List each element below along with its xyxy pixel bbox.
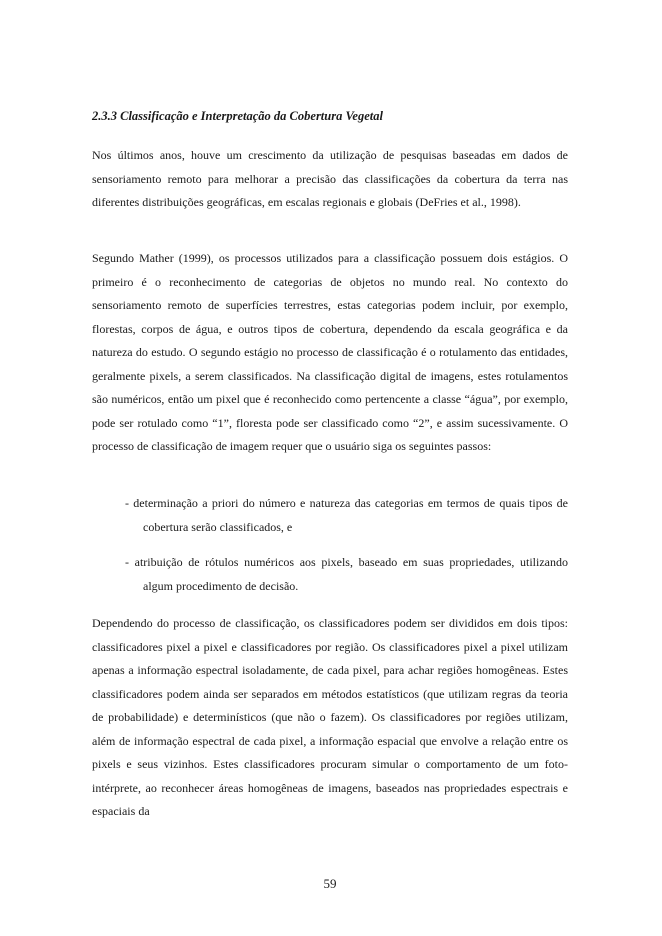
steps-list-first — [125, 492, 568, 539]
list-item: - atribuição de rótulos numéricos aos pixels, baseado em suas propriedades, utilizando algum procedimento de decisão. — [125, 555, 568, 593]
section-heading: 2.3.3 Classificação e Interpretação da Cobertura Vegetal — [92, 109, 383, 123]
paragraph-classifier-types: Dependendo do processo de classificação, os classificadores podem ser divididos em dois tipos: classificadores pixel a pixel e classificadores por região. Os classificadores pixel a pixel utilizam apenas a informação espectral isoladamente, de cada pixel, para achar regiões homogêneas. Estes classificadores podem ainda ser separados em métodos estatísticos (que utilizam regras da teoria de probabilidade) e determinísticos (que não o fazem). Os classificadores por regiões utilizam, além de informação espectral de cada pixel, a informação espacial que envolve a relação entre os pixels e seus vizinhos. Estes classificadores procuram simular o comportamento de um foto-intérprete, ao reconhecer áreas homogêneas de imagens, baseados nas propriedades espectrais e espaciais da — [92, 616, 568, 818]
paragraph-classification-stages: Segundo Mather (1999), os processos utilizados para a classificação possuem dois estágios. O primeiro é o reconhecimento de categorias de objetos no mundo real. No contexto do sensoriamento remoto de superfícies terrestres, estas categorias podem incluir, por exemplo, florestas, corpos de água, e outros tipos de cobertura, dependendo da escala geográfica e da natureza do estudo. O segundo estágio no processo de classificação é o rotulamento das entidades, geralmente pixels, a serem classificados. Na classificação digital de imagens, estes rotulamentos são numéricos, então um pixel que é reconhecido como pertencente a classe “água”, por exemplo, pode ser rotulado como “1”, floresta pode ser classificado como “2”, e assim sucessivamente. O processo de classificação de imagem requer que o usuário siga os seguintes passos: — [92, 251, 568, 453]
page-number: 59 — [323, 876, 337, 891]
paragraph-intro: Nos últimos anos, houve um crescimento da utilização de pesquisas baseadas em dados de sensoriamento remoto para melhorar a precisão das classificações da cobertura da terra nas diferentes distribuições geográficas, em escalas regionais e globais (DeFries et al., 1998). — [92, 148, 568, 209]
list-item: - determinação a priori do número e natureza das categorias em termos de quais tipos de cobertura serão classificados, e — [125, 496, 568, 534]
document-page — [92, 0, 568, 936]
steps-list-second — [125, 551, 568, 598]
